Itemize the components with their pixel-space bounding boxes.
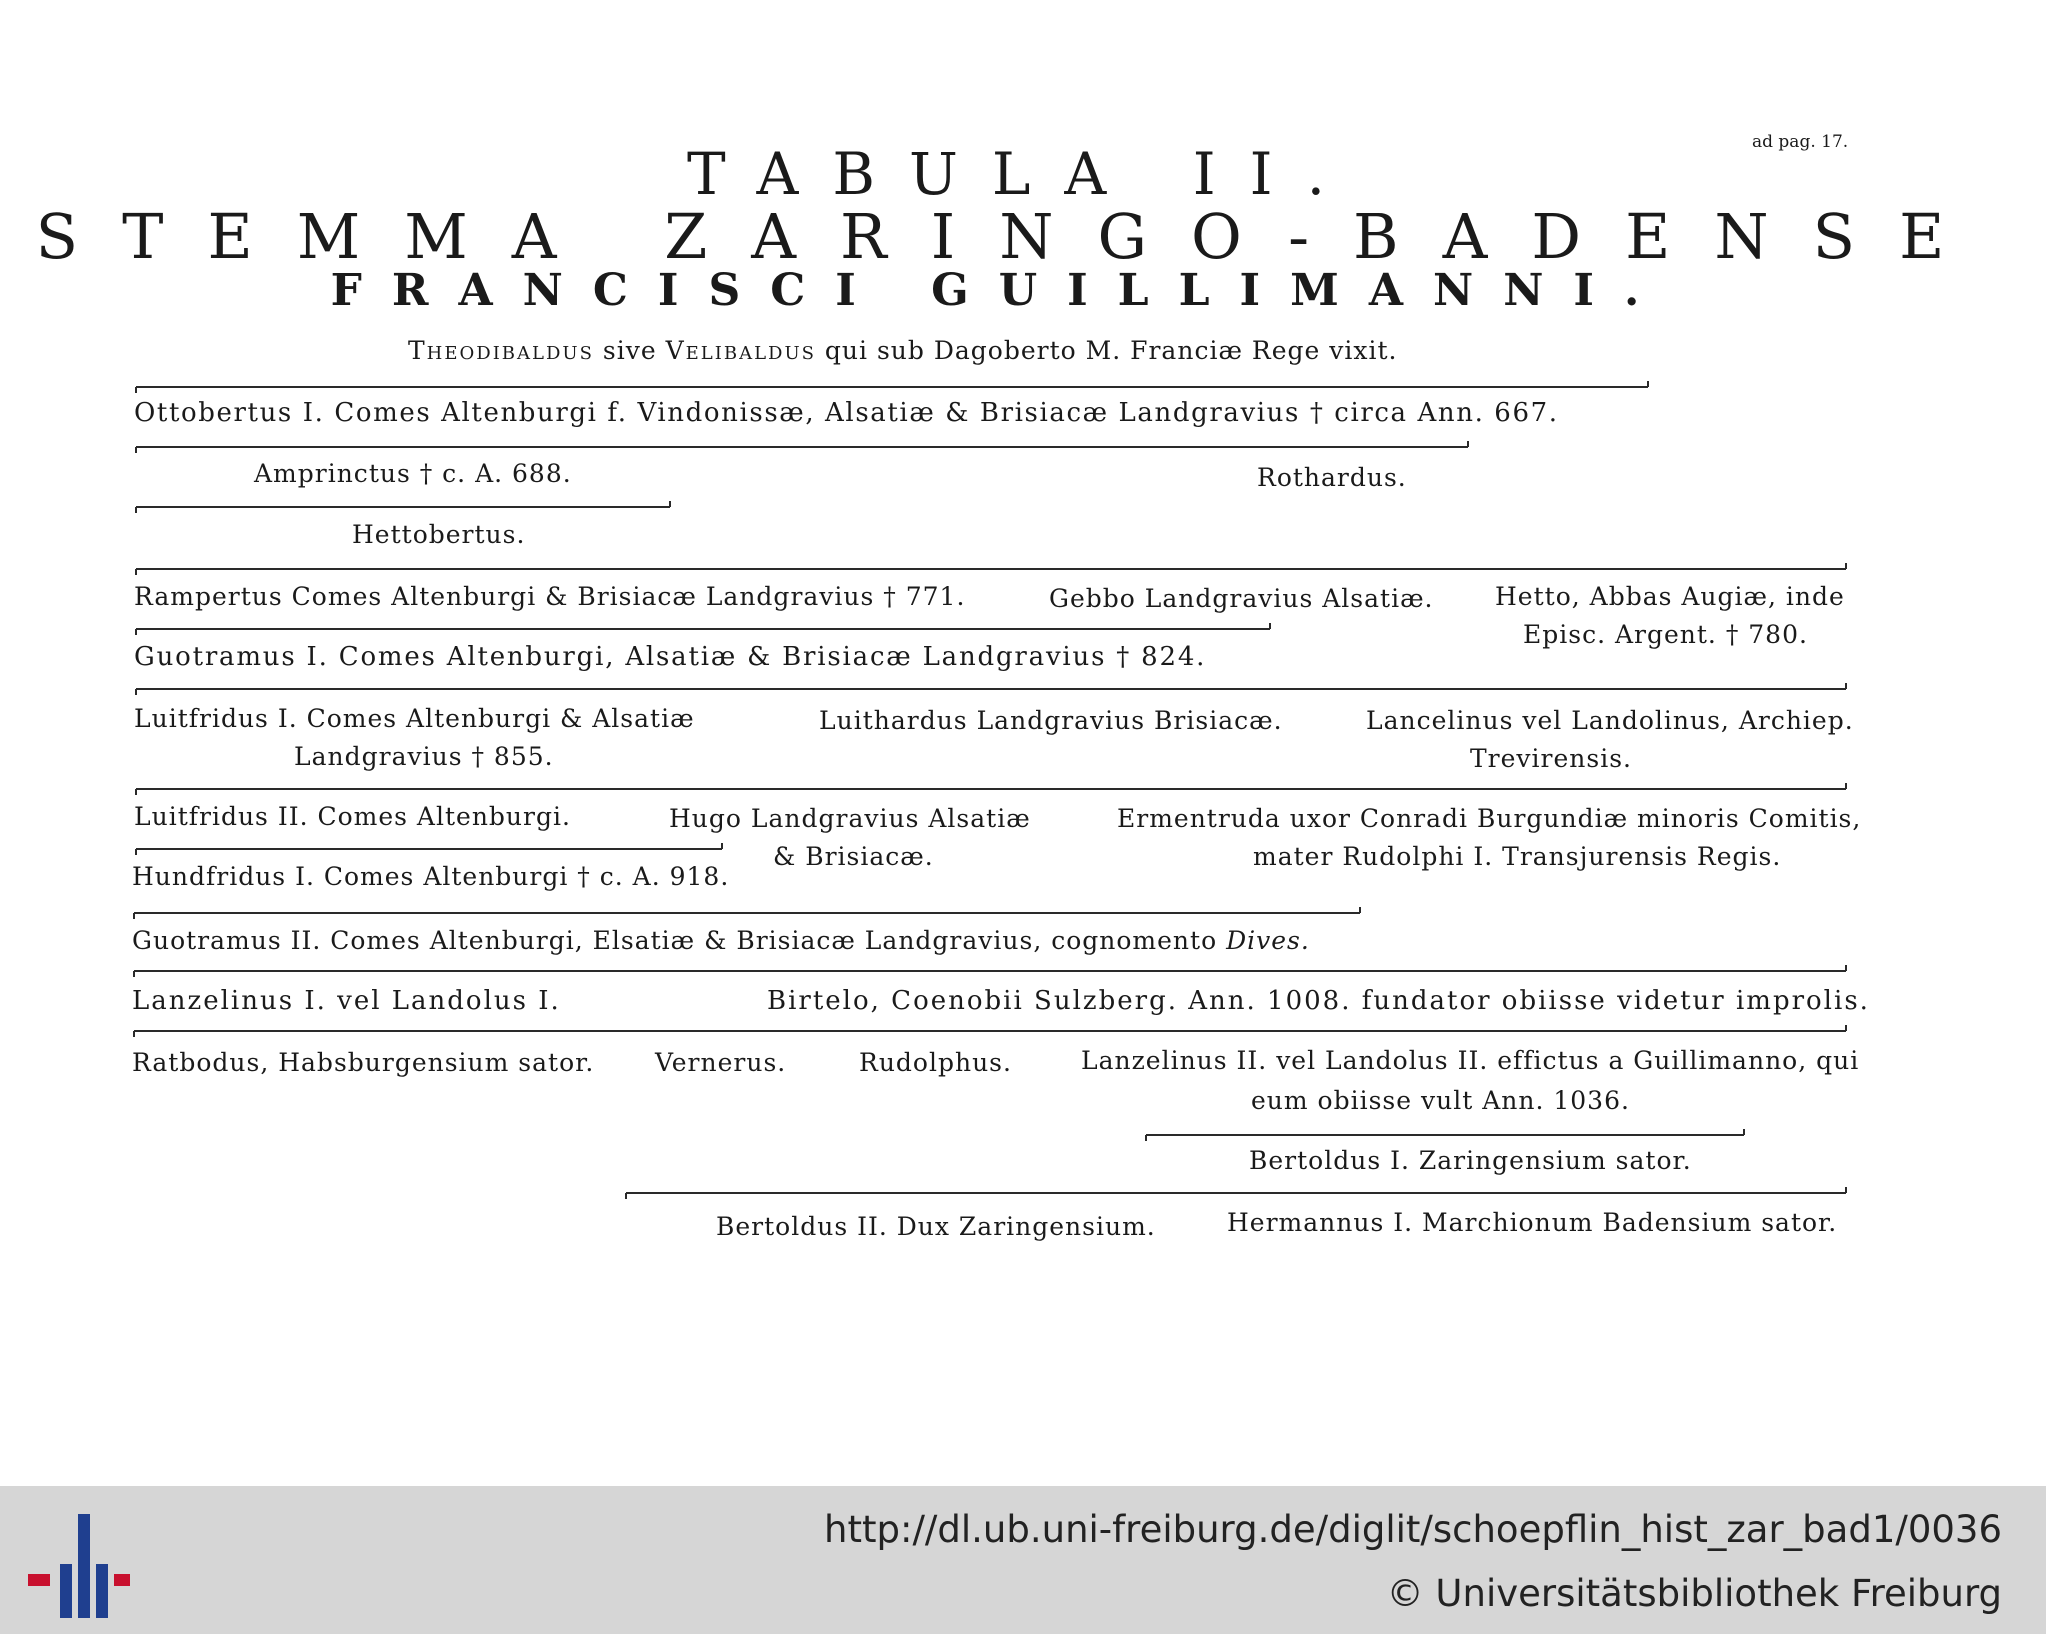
entry-ermentruda-line1: Ermentruda uxor Conradi Burgundiæ minoris Comitis,: [1117, 804, 1862, 833]
entry-ratbodus: Ratbodus, Habsburgensium sator.: [132, 1048, 595, 1077]
root-sive: sive: [602, 336, 657, 365]
entry-guotramus-2: [132, 926, 1310, 955]
connector-line: [136, 628, 1270, 630]
entry-hugo-line1: Hugo Landgravius Alsatiæ: [669, 804, 1031, 833]
entry-rothardus: Rothardus.: [1257, 463, 1407, 492]
connector-line: [136, 848, 722, 850]
entry-luitfridus-1-line1: Luitfridus I. Comes Altenburgi & Alsatiæ: [134, 704, 695, 733]
root-entry: [408, 336, 1397, 365]
connector-line: [136, 788, 1846, 790]
copyright-notice: © Universitätsbibliothek Freiburg: [1386, 1572, 2002, 1615]
entry-birtelo: Birtelo, Coenobii Sulzberg. Ann. 1008. fundator obiisse videtur improlis.: [767, 986, 1870, 1016]
entry-hettobertus: Hettobertus.: [352, 520, 526, 549]
entry-amprinctus: Amprinctus † c. A. 688.: [254, 459, 572, 488]
ub-freiburg-logo-icon: [26, 1514, 130, 1618]
entry-hetto-line1: Hetto, Abbas Augiæ, inde: [1495, 582, 1845, 611]
entry-bertoldus-1: Bertoldus I. Zaringensium sator.: [1249, 1146, 1692, 1175]
connector-line: [136, 446, 1468, 448]
stemma-title: STEMMA ZARINGO-BADENSE: [35, 200, 1989, 273]
guotramus-2-text: Guotramus II. Comes Altenburgi, Elsatiæ & Brisiacæ Landgravius, cognomento: [132, 926, 1218, 955]
entry-guotramus-1: Guotramus I. Comes Altenburgi, Alsatiæ & Brisiacæ Landgravius † 824.: [134, 642, 1207, 672]
connector-line: [136, 688, 1846, 690]
entry-rampertus: Rampertus Comes Altenburgi & Brisiacæ Landgravius † 771.: [134, 582, 966, 611]
connector-line: [136, 386, 1648, 388]
entry-lancelinus-line2: Trevirensis.: [1470, 744, 1632, 773]
entry-hetto-line2: Episc. Argent. † 780.: [1523, 620, 1808, 649]
connector-line: [134, 912, 1360, 914]
entry-lanzelinus-2-line1: Lanzelinus II. vel Landolus II. effictus a Guillimanno, qui: [1081, 1046, 1860, 1075]
entry-hundfridus: Hundfridus I. Comes Altenburgi † c. A. 918.: [132, 862, 730, 891]
entry-hermannus: Hermannus I. Marchionum Badensium sator.: [1227, 1208, 1838, 1237]
entry-ottobertus: Ottobertus I. Comes Altenburgi f. Vindonissæ, Alsatiæ & Brisiacæ Landgravius † circa Ann. 667.: [134, 398, 1559, 428]
entry-luitfridus-2: Luitfridus II. Comes Altenburgi.: [134, 802, 571, 831]
footer-bar: [0, 1486, 2046, 1634]
table-title: TABULA II.: [687, 140, 1359, 208]
entry-ermentruda-line2: mater Rudolphi I. Transjurensis Regis.: [1253, 842, 1782, 871]
guotramus-2-epithet: Dives.: [1226, 926, 1310, 955]
page-reference: ad pag. 17.: [1752, 132, 1849, 152]
connector-line: [136, 506, 670, 508]
entry-rudolphus: Rudolphus.: [859, 1048, 1012, 1077]
connector-line: [626, 1192, 1846, 1194]
entry-vernerus: Vernerus.: [655, 1048, 787, 1077]
entry-hugo-line2: & Brisiacæ.: [773, 842, 934, 871]
root-description: qui sub Dagoberto M. Franciæ Rege vixit.: [824, 336, 1398, 365]
entry-luitfridus-1-line2: Landgravius † 855.: [294, 742, 554, 771]
entry-lanzelinus-2-line2: eum obiisse vult Ann. 1036.: [1251, 1086, 1630, 1115]
entry-lancelinus-line1: Lancelinus vel Landolinus, Archiep.: [1366, 706, 1854, 735]
connector-line: [136, 568, 1846, 570]
entry-bertoldus-2: Bertoldus II. Dux Zaringensium.: [716, 1212, 1156, 1241]
entry-luithardus: Luithardus Landgravius Brisiacæ.: [819, 706, 1283, 735]
entry-gebbo: Gebbo Landgravius Alsatiæ.: [1049, 584, 1434, 613]
author-title: FRANCISCI GUILLIMANNI.: [330, 265, 1670, 316]
source-url-link[interactable]: http://dl.ub.uni-freiburg.de/diglit/schoepflin_hist_zar_bad1/0036: [824, 1508, 2002, 1551]
root-name-1: Theodibaldus: [408, 336, 594, 365]
connector-line: [134, 970, 1846, 972]
root-name-2: Velibaldus: [665, 336, 816, 365]
connector-line: [134, 1030, 1846, 1032]
entry-lanzelinus-1: Lanzelinus I. vel Landolus I.: [132, 986, 561, 1016]
connector-line: [1146, 1134, 1744, 1136]
